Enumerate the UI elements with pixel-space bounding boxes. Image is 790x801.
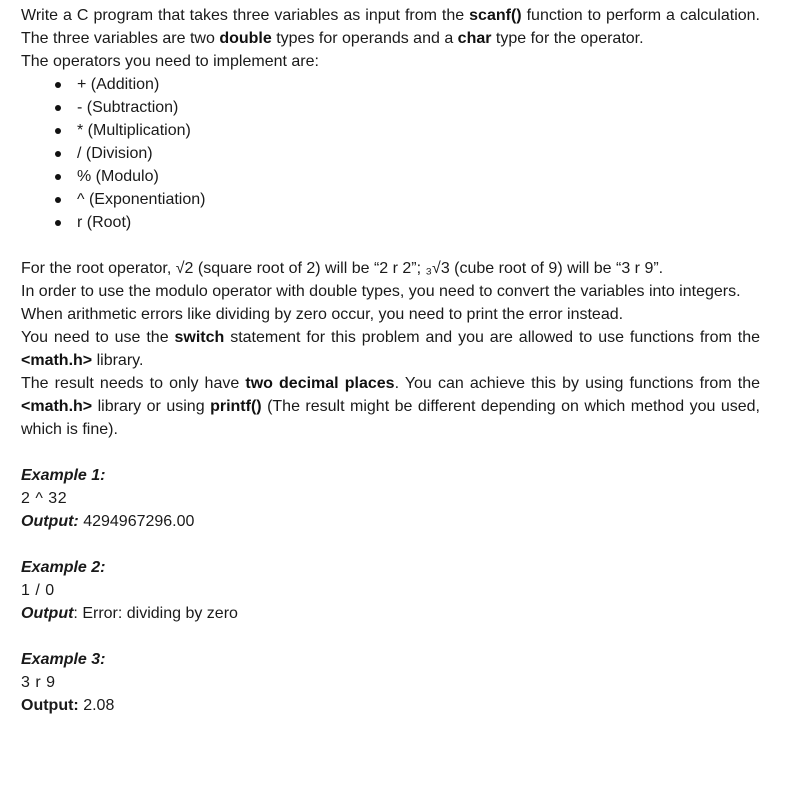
- char-keyword: char: [457, 30, 492, 47]
- printf-keyword: printf(): [210, 398, 262, 415]
- scanf-keyword: scanf(): [469, 7, 522, 24]
- result-text-1: The result needs to only have: [21, 375, 246, 392]
- example-output: [21, 602, 760, 625]
- error-note: When arithmetic errors like dividing by zero occur, you need to print the error instead.: [21, 306, 624, 323]
- intro-paragraph: [21, 4, 760, 50]
- bullet-icon: [55, 174, 61, 180]
- example-input: 2 ^ 32: [21, 490, 68, 507]
- output-label: Output:: [21, 513, 79, 530]
- decimals-keyword: two decimal places: [245, 375, 395, 392]
- example-title: Example 1:: [21, 467, 106, 484]
- example-input: 3 r 9: [21, 674, 56, 691]
- list-item: [55, 73, 760, 96]
- example-output: [21, 694, 760, 717]
- result-text-2: . You can achieve this by using functions from the: [394, 375, 761, 392]
- list-item: [55, 188, 760, 211]
- example-2: [21, 556, 760, 625]
- list-item: [55, 165, 760, 188]
- root-note: For the root operator, √2 (square root of 2) will be “2 r 2”; ₃√3 (cube root of 9) will be “3 r 9”.: [21, 260, 664, 277]
- operator-label: + (Addition): [77, 76, 160, 93]
- example-output: [21, 510, 760, 533]
- mathh-keyword: <math.h>: [21, 352, 93, 369]
- list-item: [55, 211, 760, 234]
- operator-label: / (Division): [77, 145, 153, 162]
- list-item: [55, 119, 760, 142]
- result-text-3: library or using: [92, 398, 211, 415]
- example-3: [21, 648, 760, 717]
- bullet-icon: [55, 128, 61, 134]
- bullet-icon: [55, 197, 61, 203]
- example-title: Example 2:: [21, 559, 106, 576]
- output-value: : Error: dividing by zero: [73, 605, 238, 622]
- operator-label: ^ (Exponentiation): [77, 191, 206, 208]
- switch-text-1: You need to use the: [21, 329, 175, 346]
- operator-label: - (Subtraction): [77, 99, 179, 116]
- modulo-note: In order to use the modulo operator with double types, you need to convert the variables into integers.: [21, 283, 741, 300]
- switch-text-2: statement for this problem and you are allowed to use functions from the: [224, 329, 761, 346]
- result-note: [21, 372, 760, 441]
- example-input: 1 / 0: [21, 582, 55, 599]
- example-1: [21, 464, 760, 533]
- result-text-4: (The result might be different depending on which method you used, which is fine).: [21, 398, 760, 438]
- operator-label: r (Root): [77, 214, 132, 231]
- bullet-icon: [55, 105, 61, 111]
- list-item: [55, 142, 760, 165]
- double-keyword: double: [219, 30, 272, 47]
- example-title: Example 3:: [21, 651, 106, 668]
- list-item: [55, 96, 760, 119]
- bullet-icon: [55, 151, 61, 157]
- output-value: 4294967296.00: [78, 513, 195, 530]
- mathh-keyword: <math.h>: [21, 398, 93, 415]
- intro-text-1: Write a C program that takes three variables as input from the: [21, 7, 470, 24]
- switch-text-3: library.: [92, 352, 144, 369]
- switch-keyword: switch: [174, 329, 225, 346]
- operators-heading: The operators you need to implement are:: [21, 53, 319, 70]
- intro-text-3: types for operands and a: [271, 30, 458, 47]
- operator-label: % (Modulo): [77, 168, 159, 185]
- output-label: Output:: [21, 697, 79, 714]
- output-label: Output: [21, 605, 74, 622]
- operators-list: [21, 73, 760, 234]
- operator-label: * (Multiplication): [77, 122, 191, 139]
- switch-note: [21, 326, 760, 372]
- bullet-icon: [55, 82, 61, 88]
- intro-text-2: function to perform a calculation. The three variables are two: [21, 7, 760, 47]
- output-value: 2.08: [78, 697, 115, 714]
- bullet-icon: [55, 220, 61, 226]
- intro-text-4: type for the operator.: [491, 30, 644, 47]
